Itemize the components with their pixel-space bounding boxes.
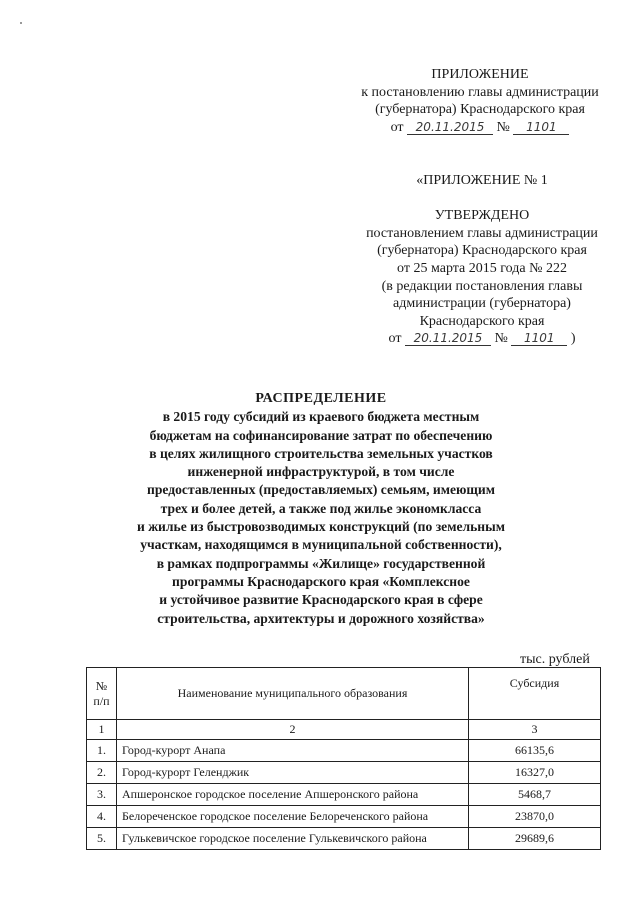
column-number: 1 [87, 720, 117, 740]
approval-line: администрации (губернатора) [393, 296, 571, 312]
title-line: программы Краснодарского края «Комплексное [172, 573, 470, 589]
row-subsidy: 66135,6 [469, 740, 601, 762]
title-line: и жилье из быстровозводимых конструкций (по земельным [136, 519, 506, 535]
appendix-line-2: (губернатора) Краснодарского края [375, 102, 585, 118]
appendix-handwritten-date: 20.11.2015 [407, 121, 493, 135]
row-subsidy: 29689,6 [469, 828, 601, 850]
appendix-number-sign: № [496, 119, 510, 135]
header-subsidy: Субсидия [469, 668, 601, 720]
row-subsidy: 5468,7 [469, 784, 601, 806]
row-municipality: Апшеронское городское поселение Апшеронского района [117, 784, 469, 806]
appendix-1-handwritten-number: 1101 [511, 332, 567, 346]
title-line: бюджетам на софинансирование затрат по обеспечению [149, 427, 493, 443]
appendix-1-number-sign: № [494, 331, 508, 347]
column-number-row [87, 720, 601, 740]
title-line: и устойчивое развитие Краснодарского края в сфере [159, 592, 483, 608]
table-row [87, 828, 601, 850]
row-number: 3. [87, 784, 117, 806]
title-line: инженерной инфраструктурой, в том числе [187, 464, 455, 480]
appendix-label: ПРИЛОЖЕНИЕ [431, 67, 529, 82]
row-subsidy: 23870,0 [469, 806, 601, 828]
title-line: в рамках подпрограммы «Жилище» государственной [156, 555, 486, 571]
appendix-header [346, 66, 614, 136]
appendix-1-header [352, 172, 612, 348]
row-municipality: Город-курорт Анапа [117, 740, 469, 762]
title-heading: РАСПРЕДЕЛЕНИЕ [255, 391, 387, 406]
row-number: 1. [87, 740, 117, 762]
row-number: 2. [87, 762, 117, 784]
title-line: строительства, архитектуры и дорожного хозяйства» [157, 610, 485, 626]
title-line: участкам, находящимся в муниципальной собственности), [140, 537, 502, 553]
header-number: № п/п [87, 668, 117, 720]
appendix-line-1: к постановлению главы администрации [361, 84, 599, 100]
appendix-from-prefix: от [390, 119, 404, 135]
approval-line: (губернатора) Краснодарского края [377, 243, 587, 259]
spacer [352, 190, 612, 208]
column-number: 3 [469, 720, 601, 740]
row-subsidy: 16327,0 [469, 762, 601, 784]
table-row [87, 740, 601, 762]
document-title [98, 390, 544, 628]
header-municipality: Наименование муниципального образования [117, 668, 469, 720]
scan-speck [20, 22, 22, 24]
approval-line: Краснодарского края [419, 313, 545, 329]
appendix-1-label: «ПРИЛОЖЕНИЕ № 1 [416, 173, 548, 188]
table-row [87, 762, 601, 784]
approval-line: (в редакции постановления главы [381, 278, 583, 294]
appendix-date-line [346, 119, 614, 137]
appendix-1-handwritten-date: 20.11.2015 [405, 332, 491, 346]
row-municipality: Гулькевичское городское поселение Гулькевичского района [117, 828, 469, 850]
title-line: трех и более детей, а также под жилье экономкласса [160, 500, 482, 516]
appendix-1-from-prefix: от [388, 331, 402, 347]
subsidy-table [86, 667, 601, 850]
title-line: в целях жилищного строительства земельных участков [149, 445, 493, 461]
table-header-row [87, 668, 601, 720]
approval-line: постановлением главы администрации [366, 225, 598, 241]
title-line: в 2015 году субсидий из краевого бюджета местным [162, 409, 480, 425]
row-municipality: Белореченское городское поселение Белореченского района [117, 806, 469, 828]
table-row [87, 784, 601, 806]
appendix-handwritten-number: 1101 [513, 121, 569, 135]
row-number: 5. [87, 828, 117, 850]
appendix-1-date-line [352, 330, 612, 348]
closing-parenthesis: ) [570, 331, 576, 347]
unit-label: тыс. рублей [520, 652, 590, 667]
row-municipality: Город-курорт Геленджик [117, 762, 469, 784]
row-number: 4. [87, 806, 117, 828]
table-row [87, 806, 601, 828]
column-number: 2 [117, 720, 469, 740]
approved-label: УТВЕРЖДЕНО [434, 208, 530, 224]
title-line: предоставленных (предоставляемых) семьям, имеющим [147, 482, 495, 498]
approval-line: от 25 марта 2015 года № 222 [397, 260, 567, 276]
